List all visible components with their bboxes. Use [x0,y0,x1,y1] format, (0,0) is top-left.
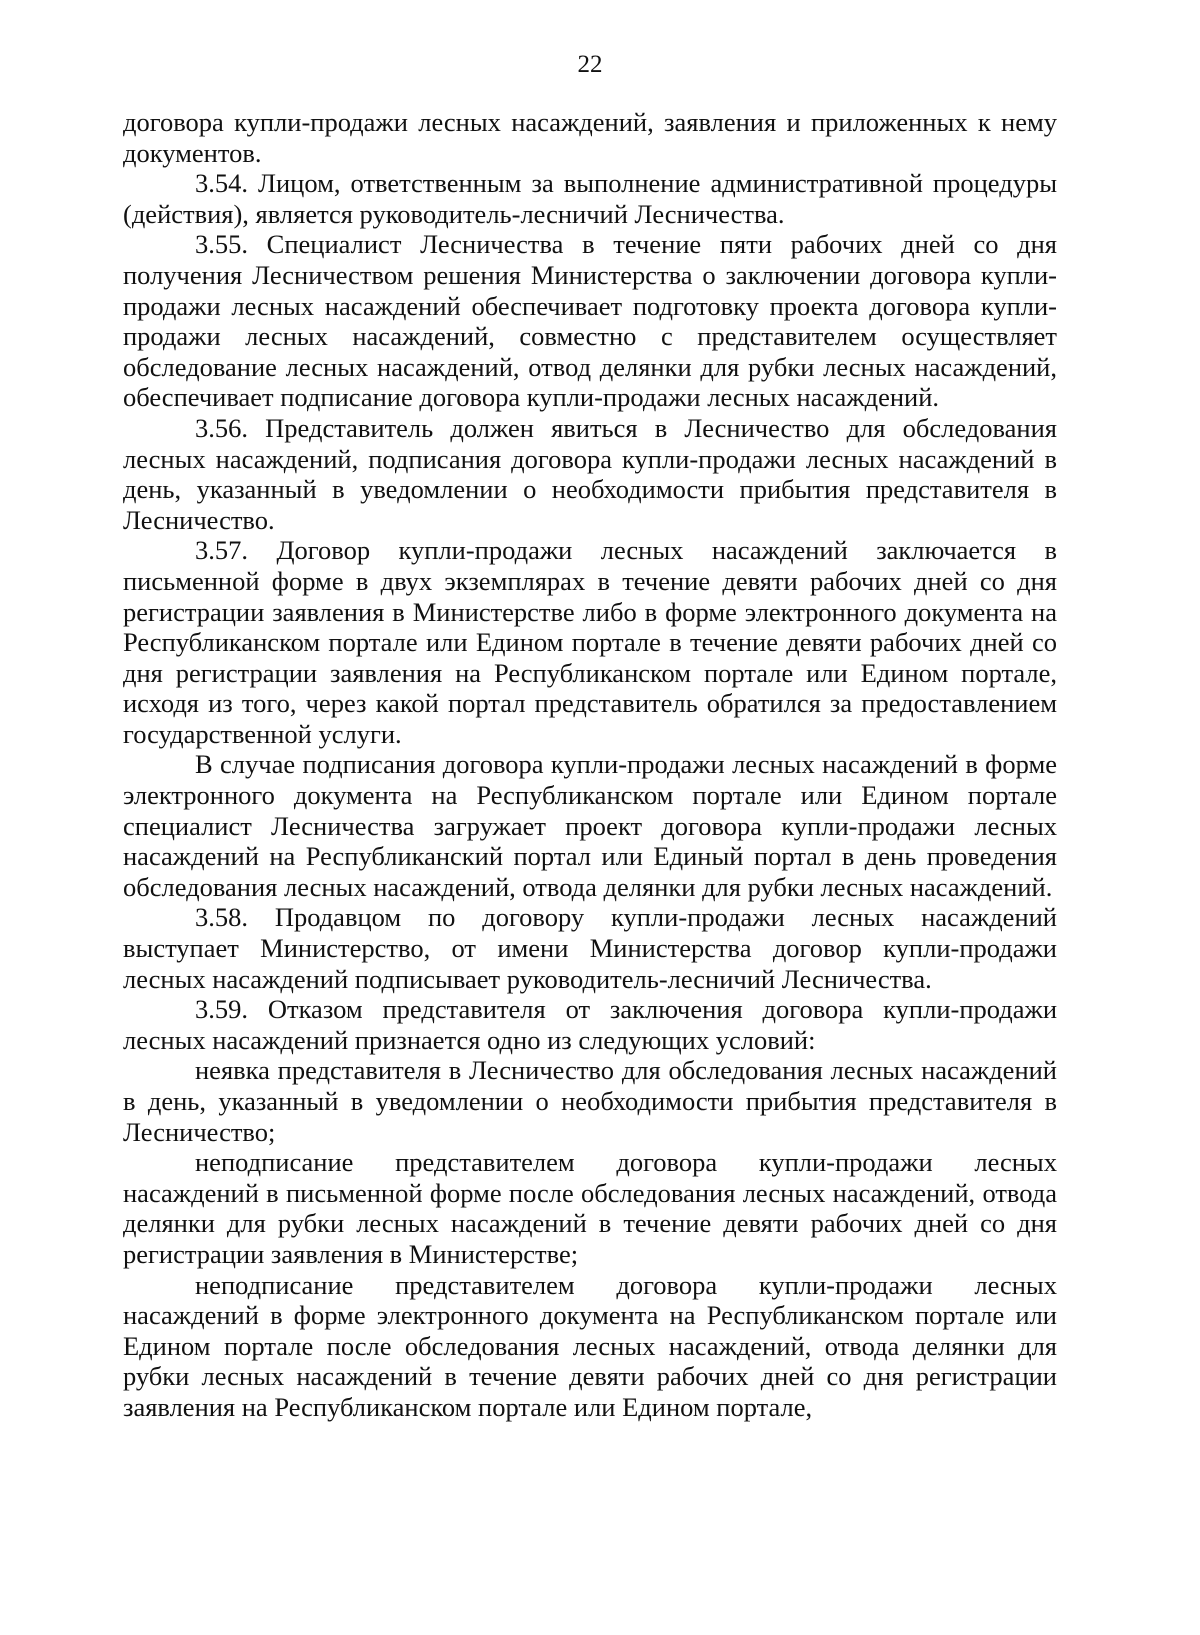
paragraph: договора купли-продажи лесных насаждений, заявления и приложенных к нему документов. [123,107,1057,168]
paragraph: 3.56. Представитель должен явиться в Лесничество для обследования лесных насаждений, подписания договора купли-продажи лесных насаждений в день, указанный в уведомлении о необходимости прибытия представителя в Лесничество. [123,412,1057,535]
paragraph: неподписание представителем договора купли-продажи лесных насаждений в письменной форме после обследования лесных насаждений, отвода делянки для рубки лесных насаждений в течение девяти рабочих дней со дня регистрации заявления в Министерстве; [123,1147,1057,1269]
paragraph: В случае подписания договора купли-продажи лесных насаждений в форме электронного документа на Республиканском портале или Едином портале специалист Лесничества загружает проект договора купли-продажи лесных насаждений на Республиканский портал или Единый портал в день проведения обследования лесных насаждений, отвода делянки для рубки лесных насаждений. [123,749,1057,902]
paragraph: 3.57. Договор купли-продажи лесных насаждений заключается в письменной форме в двух экземплярах в течение девяти рабочих дней со дня регистрации заявления в Министерстве либо в форме электронного документа на Республиканском портале или Едином портале в течение девяти рабочих дней со дня регистрации заявления на Республиканском портале или Едином портале, исходя из того, через какой портал представитель обратился за предоставлением государственной услуги. [123,535,1057,749]
page-number: 22 [577,51,603,78]
paragraph: неявка представителя в Лесничество для обследования лесных насаждений в день, указанный в уведомлении о необходимости прибытия представителя в Лесничество; [123,1055,1057,1147]
document-body [123,107,1057,1423]
paragraph: 3.54. Лицом, ответственным за выполнение административной процедуры (действия), является руководитель-лесничий Лесничества. [123,168,1057,229]
paragraph: 3.59. Отказом представителя от заключения договора купли-продажи лесных насаждений признается одно из следующих условий: [123,994,1057,1055]
paragraph: неподписание представителем договора купли-продажи лесных насаждений в форме электронного документа на Республиканском портале или Едином портале после обследования лесных насаждений, отвода делянки для рубки лесных насаждений в течение девяти рабочих дней со дня регистрации заявления на Республиканском портале или Едином портале, [123,1269,1057,1422]
paragraph: 3.58. Продавцом по договору купли-продажи лесных насаждений выступает Министерство, от имени Министерства договор купли-продажи лесных насаждений подписывает руководитель-лесничий Лесничества. [123,902,1057,994]
paragraph: 3.55. Специалист Лесничества в течение пяти рабочих дней со дня получения Лесничеством решения Министерства о заключении договора купли-продажи лесных насаждений обеспечивает подготовку проекта договора купли-продажи лесных насаждений, совместно с представителем осуществляет обследование лесных насаждений, отвод делянки для рубки лесных насаждений, обеспечивает подписание договора купли-продажи лесных насаждений. [123,229,1057,413]
